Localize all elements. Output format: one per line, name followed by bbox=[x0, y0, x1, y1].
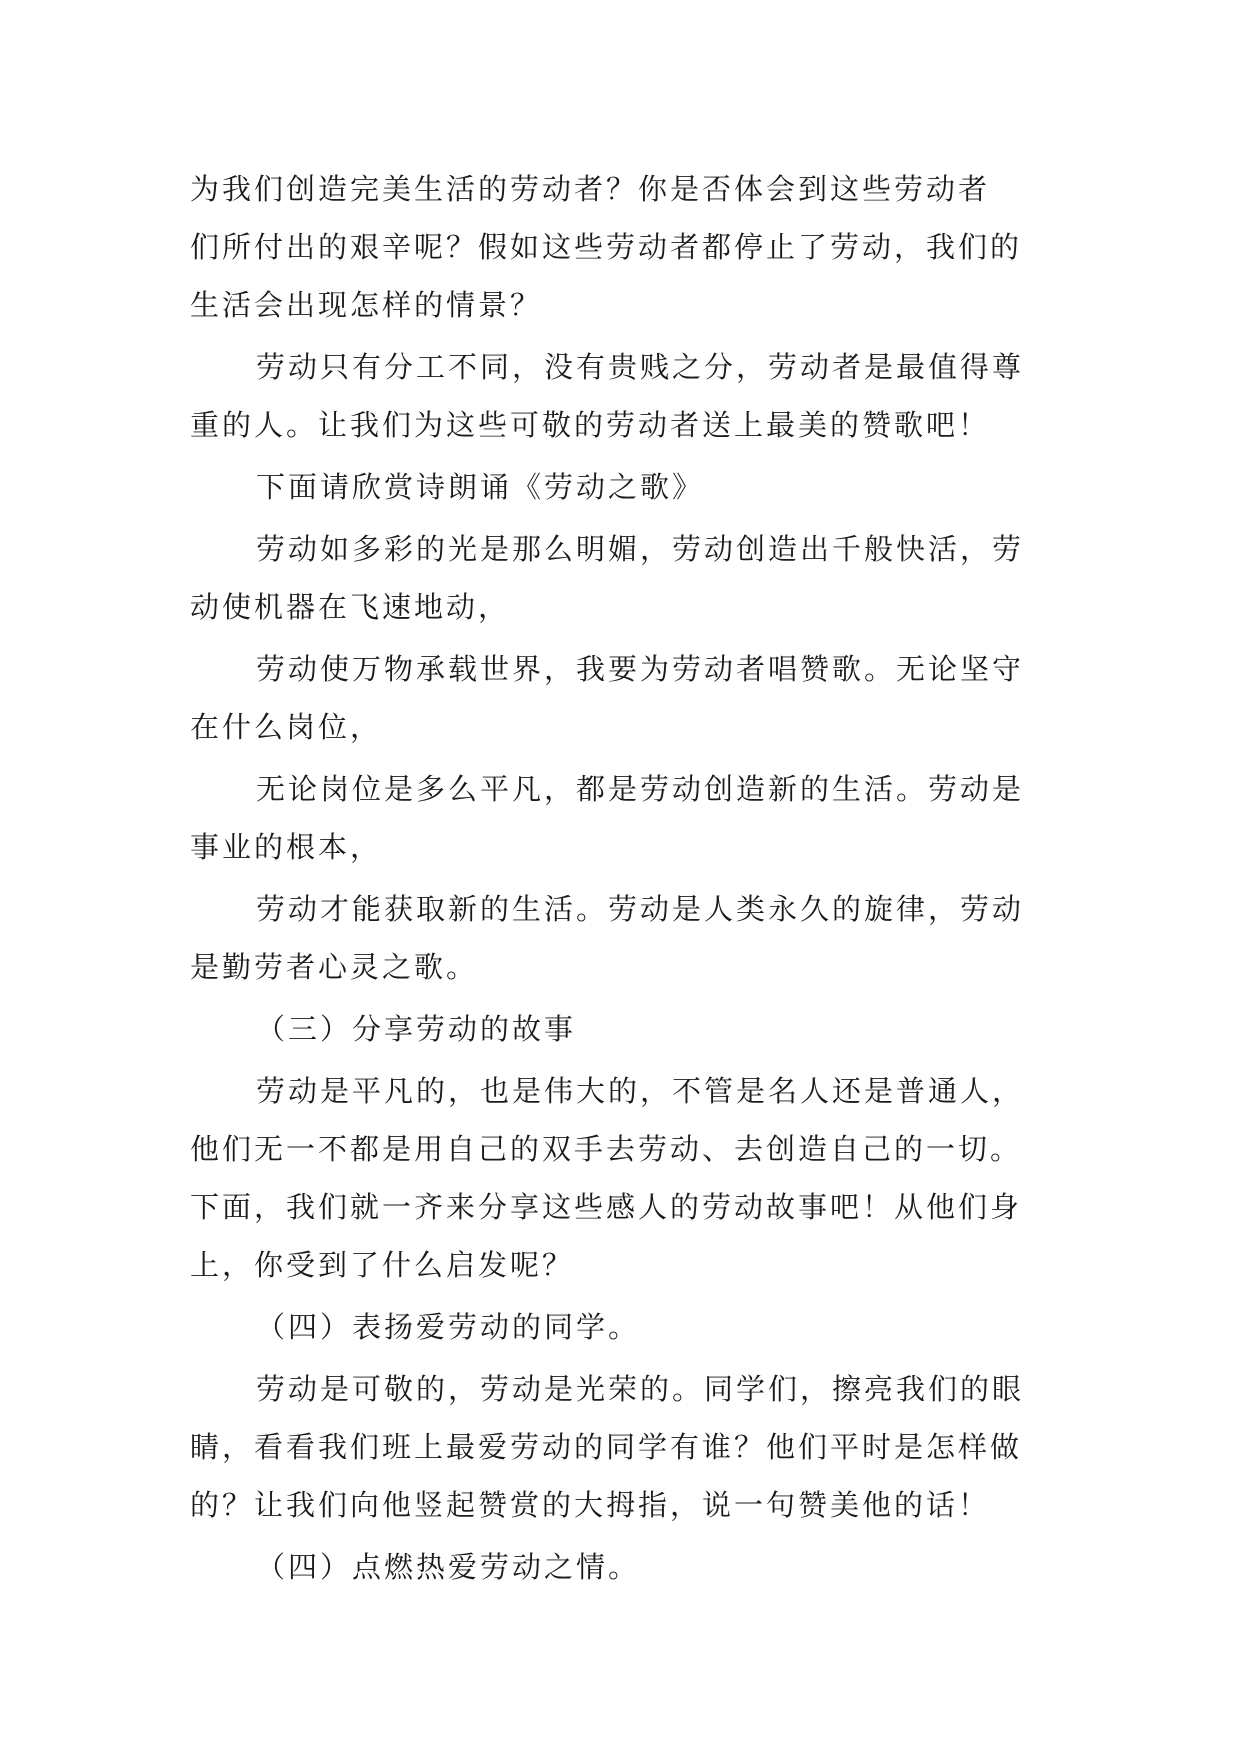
text-line: 劳动使万物承载世界，我要为劳动者唱赞歌。无论坚守 bbox=[256, 652, 1025, 686]
text-line: 劳动只有分工不同，没有贵贱之分，劳动者是最值得尊 bbox=[256, 350, 1025, 384]
section-heading bbox=[190, 1298, 1060, 1356]
text-line: （四）点燃热爱劳动之情。 bbox=[256, 1550, 641, 1584]
section-heading bbox=[190, 1538, 1060, 1596]
paragraph bbox=[190, 1062, 1060, 1294]
text-line: 劳动如多彩的光是那么明媚，劳动创造出千般快活，劳 bbox=[256, 532, 1025, 566]
text-line: 下面请欣赏诗朗诵《劳动之歌》 bbox=[256, 470, 705, 504]
text-line: 们所付出的艰辛呢？假如这些劳动者都停止了劳动，我们的 bbox=[190, 230, 1023, 264]
text-line: 事业的根本， bbox=[190, 830, 383, 864]
text-line: 劳动是可敬的，劳动是光荣的。同学们，擦亮我们的眼 bbox=[256, 1372, 1025, 1406]
text-line: （三）分享劳动的故事 bbox=[256, 1012, 577, 1046]
paragraph bbox=[190, 458, 1060, 516]
text-line: （四）表扬爱劳动的同学。 bbox=[256, 1310, 641, 1344]
text-line: 生活会出现怎样的情景？ bbox=[190, 288, 543, 322]
document-body bbox=[190, 160, 1060, 1596]
section-heading bbox=[190, 1000, 1060, 1058]
paragraph bbox=[190, 338, 1060, 454]
text-line: 劳动是平凡的，也是伟大的，不管是名人还是普通人， bbox=[256, 1074, 1025, 1108]
text-line: 劳动才能获取新的生活。劳动是人类永久的旋律，劳动 bbox=[256, 892, 1025, 926]
paragraph bbox=[190, 640, 1060, 756]
text-line: 上，你受到了什么启发呢？ bbox=[190, 1248, 575, 1282]
text-line: 在什么岗位， bbox=[190, 710, 383, 744]
text-line: 的？让我们向他竖起赞赏的大拇指，说一句赞美他的话！ bbox=[190, 1488, 991, 1522]
text-line: 动使机器在飞速地动， bbox=[190, 590, 511, 624]
text-line: 为我们创造完美生活的劳动者？你是否体会到这些劳动者 bbox=[190, 172, 991, 206]
paragraph bbox=[190, 520, 1060, 636]
paragraph bbox=[190, 160, 1060, 334]
text-line: 无论岗位是多么平凡，都是劳动创造新的生活。劳动是 bbox=[256, 772, 1025, 806]
text-line: 重的人。让我们为这些可敬的劳动者送上最美的赞歌吧！ bbox=[190, 408, 991, 442]
paragraph bbox=[190, 1360, 1060, 1534]
paragraph bbox=[190, 880, 1060, 996]
text-line: 下面，我们就一齐来分享这些感人的劳动故事吧！从他们身 bbox=[190, 1190, 1023, 1224]
text-line: 睛，看看我们班上最爱劳动的同学有谁？他们平时是怎样做 bbox=[190, 1430, 1023, 1464]
paragraph bbox=[190, 760, 1060, 876]
text-line: 他们无一不都是用自己的双手去劳动、去创造自己的一切。 bbox=[190, 1132, 1023, 1166]
text-line: 是勤劳者心灵之歌。 bbox=[190, 950, 479, 984]
